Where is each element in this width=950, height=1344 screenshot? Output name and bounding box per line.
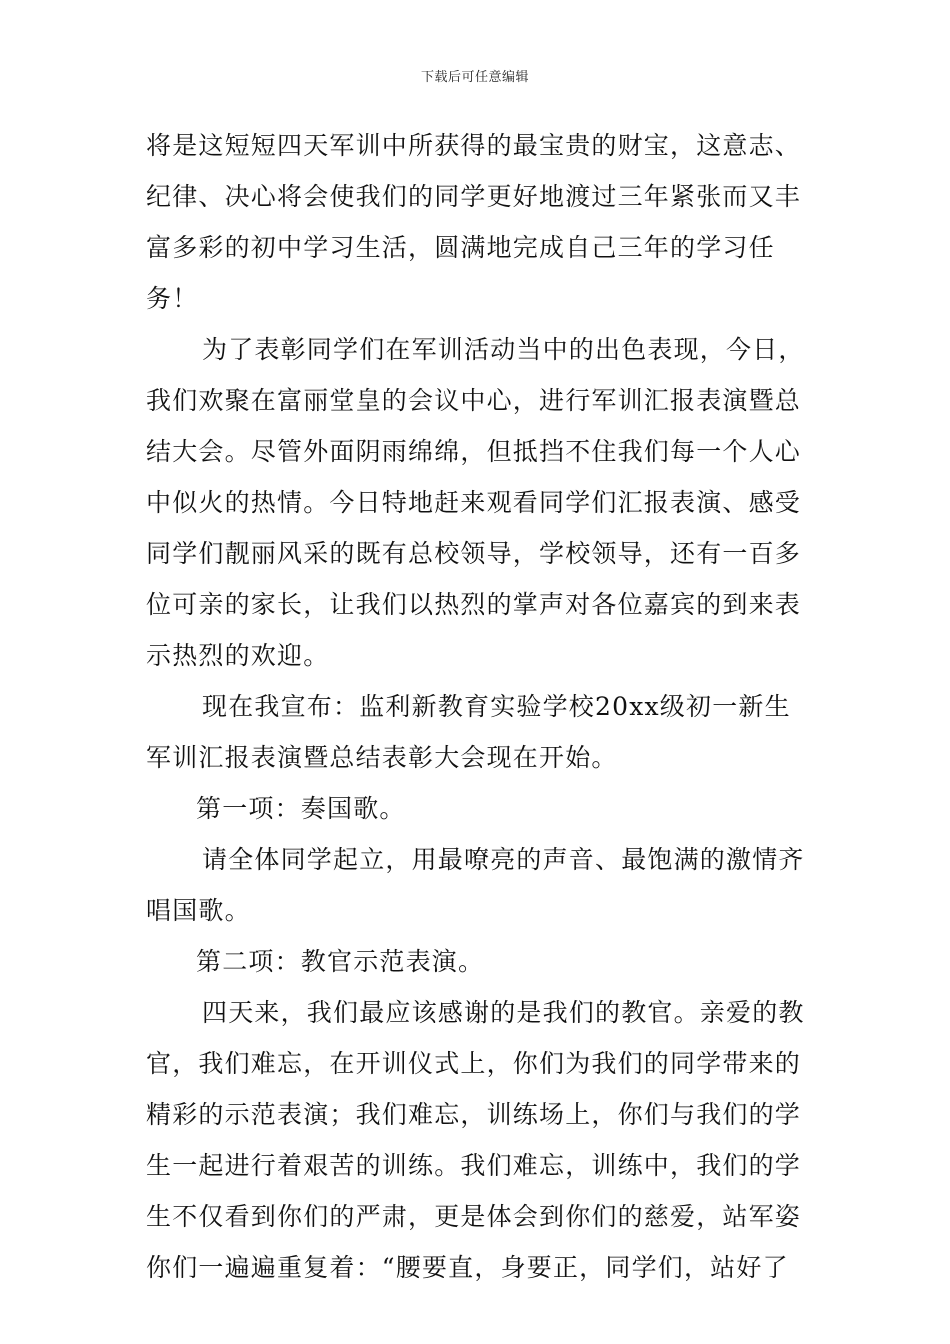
item-two-heading: 第二项：教官示范表演。 — [196, 947, 485, 976]
item-one-heading: 第一项：奏国歌。 — [196, 794, 406, 823]
paragraph-instructor-thanks: 四天来，我们最应该感谢的是我们的教官。亲爱的教官，我们难忘，在开训仪式上，你们为我们的同学带来的精彩的示范表演；我们难忘，训练场上，你们与我们的学生一起进行着艰苦的训练。我们难忘，训练中，我们的学生不仅看到你们的严肃，更是体会到你们的慈爱，站军姿你们一遍遍重复着：“腰要直，身要正，同学们，站好了 — [146, 998, 805, 1282]
paragraph-continuation: 将是这短短四天军训中所获得的最宝贵的财宝，这意志、纪律、决心将会使我们的同学更好地渡过三年紧张而又丰富多彩的初中学习生活，圆满地完成自己三年的学习任务！ — [146, 131, 802, 313]
paragraph-commendation: 为了表彰同学们在军训活动当中的出色表现，今日，我们欢聚在富丽堂皇的会议中心，进行军训汇报表演暨总结大会。尽管外面阴雨绵绵，但抵挡不住我们每一个人心中似火的热情。今日特地赶来观看同学们汇报表演、感受同学们靓丽风采的既有总校领导，学校领导，还有一百多位可亲的家长，让我们以热烈的掌声对各位嘉宾的到来表示热烈的欢迎。 — [146, 335, 805, 670]
page-header: 下载后可任意编辑 — [420, 70, 529, 85]
document-body — [146, 120, 810, 1293]
paragraph-announcement: 现在我宣布：监利新教育实验学校20xx级初一新生军训汇报表演暨总结表彰大会现在开始。 — [146, 692, 791, 772]
paragraph-anthem-instruction: 请全体同学起立，用最嘹亮的声音、最饱满的激情齐唱国歌。 — [146, 845, 805, 925]
